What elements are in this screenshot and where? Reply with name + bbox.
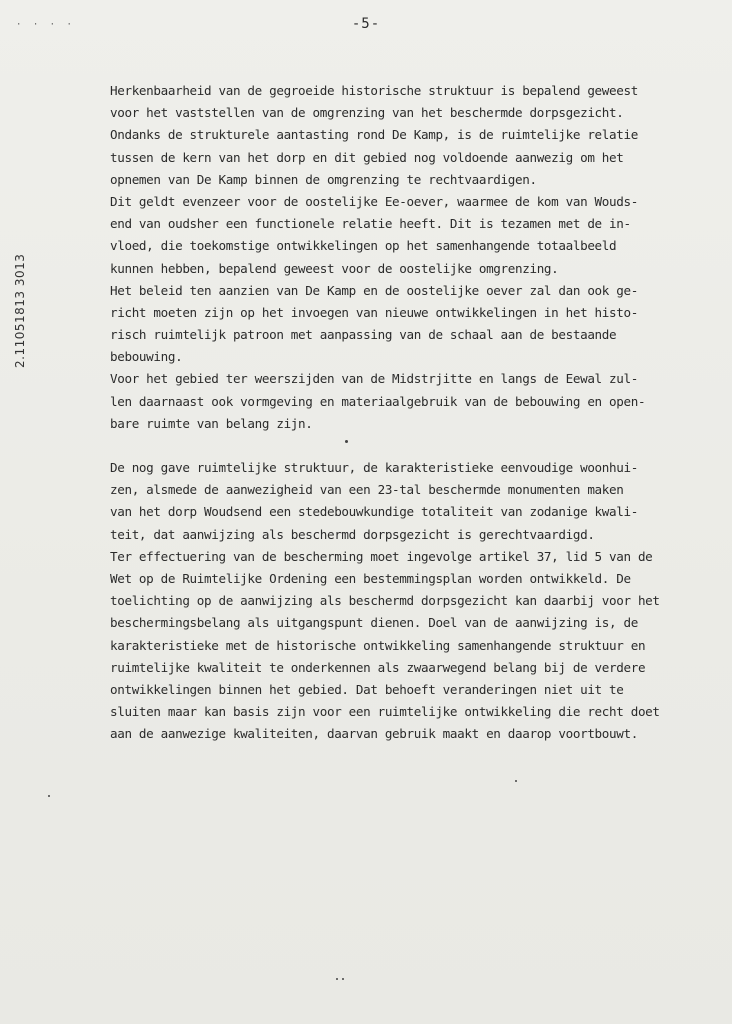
body-text [110,80,710,767]
text-line: ruimtelijke kwaliteit te onderkennen als zwaarwegend belang bij de verdere [110,659,646,675]
text-line: ontwikkelingen binnen het gebied. Dat behoeft veranderingen niet uit te [110,681,624,697]
text-line: vloed, die toekomstige ontwikkelingen op het samenhangende totaalbeeld [110,238,617,254]
scan-speck [336,978,338,980]
page-number: -5- [351,16,381,32]
text-line: aan de aanwezige kwaliteiten, daarvan gebruik maakt en daarop voortbouwt. [110,726,638,742]
text-line: voor het vaststellen van de omgrenzing van het beschermde dorpsgezicht. [110,105,624,121]
paragraph-1 [110,80,710,435]
text-line: De nog gave ruimtelijke struktuur, de karakteristieke eenvoudige woonhui- [110,460,638,475]
text-line: richt moeten zijn op het invoegen van nieuwe ontwikkelingen in het histo- [110,304,638,320]
text-line: Wet op de Ruimtelijke Ordening een bestemmingsplan worden ontwikkeld. De [110,570,631,586]
text-line: len daarnaast ook vormgeving en materiaalgebruik van de bebouwing en open- [110,393,646,409]
text-line: end van oudsher een functionele relatie heeft. Dit is tezamen met de in- [110,216,631,232]
text-line: toelichting op de aanwijzing als beschermd dorpsgezicht kan daarbij voor het [110,593,660,609]
text-line: Ter effectuering van de bescherming moet ingevolge artikel 37, lid 5 van de [110,548,653,564]
text-line: beschermingsbelang als uitgangspunt dienen. Doel van de aanwijzing is, de [110,615,638,631]
text-line: Dit geldt evenzeer voor de oostelijke Ee-oever, waarmee de kom van Wouds- [110,193,638,209]
paragraph-2 [110,457,710,745]
text-line: karakteristieke met de historische ontwikkeling samenhangende struktuur en [110,637,646,653]
scan-speck [48,795,50,797]
scan-speck [345,440,348,443]
text-line: bare ruimte van belang zijn. [110,415,313,431]
text-line: opnemen van De Kamp binnen de omgrenzing te rechtvaardigen. [110,171,537,187]
text-line: teit, dat aanwijzing als beschermd dorpsgezicht is gerechtvaardigd. [110,526,595,542]
side-archive-code: 2.11051813 3013 [13,253,27,368]
text-line: kunnen hebben, bepalend geweest voor de oostelijke omgrenzing. [110,260,559,276]
text-line: bebouwing. [110,349,183,365]
text-line: Ondanks de strukturele aantasting rond De Kamp, is de ruimtelijke relatie [110,127,638,143]
text-line: van het dorp Woudsend een stedebouwkundige totaliteit van zodanige kwali- [110,504,638,520]
text-line: tussen de kern van het dorp en dit gebied nog voldoende aanwezig om het [110,149,624,165]
text-line: Het beleid ten aanzien van De Kamp en de oostelijke oever zal dan ook ge- [110,282,638,298]
text-line: Herkenbaarheid van de gegroeide historische struktuur is bepalend geweest [110,83,638,98]
scan-speck [515,780,517,782]
corner-marks: · · · · [16,20,75,30]
text-line: Voor het gebied ter weerszijden van de Midstrjitte en langs de Eewal zul- [110,371,638,387]
text-line: zen, alsmede de aanwezigheid van een 23-tal beschermde monumenten maken [110,482,624,498]
scan-speck [342,978,344,980]
text-line: sluiten maar kan basis zijn voor een ruimtelijke ontwikkeling die recht doet [110,704,660,720]
text-line: risch ruimtelijk patroon met aanpassing van de schaal aan de bestaande [110,327,617,343]
